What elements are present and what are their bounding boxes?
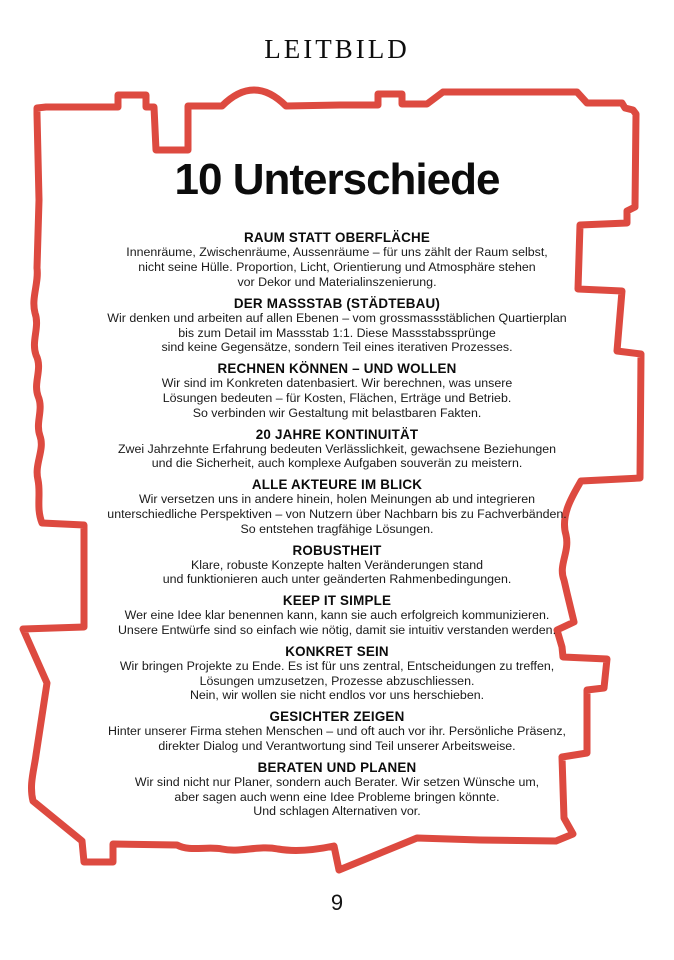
section-title: RAUM STATT OBERFLÄCHE bbox=[244, 230, 430, 246]
section-body-line: und die Sicherheit, auch komplexe Aufgaben souverän zu meistern. bbox=[151, 456, 523, 471]
section-body bbox=[87, 376, 587, 420]
masthead-title: LEITBILD bbox=[264, 34, 410, 64]
leitbild-section bbox=[87, 296, 587, 355]
section-title: KONKRET SEIN bbox=[285, 643, 389, 659]
leitbild-section bbox=[87, 760, 587, 819]
section-title: DER MASSSTAB (STÄDTEBAU) bbox=[233, 295, 441, 311]
leitbild-section bbox=[87, 593, 587, 638]
section-body-line: Lösungen umzusetzen, Prozesse abzuschliessen. bbox=[199, 673, 475, 688]
section-body bbox=[87, 245, 587, 289]
leitbild-section bbox=[87, 230, 587, 289]
section-body bbox=[87, 311, 587, 355]
section-body bbox=[87, 558, 587, 588]
section-body-line: Lösungen bedeuten – für Kosten, Flächen, Erträge und Betrieb. bbox=[162, 390, 512, 405]
section-title: 20 JAHRE KONTINUITÄT bbox=[255, 426, 419, 442]
section-body-line: Wir sind im Konkreten datenbasiert. Wir berechnen, was unsere bbox=[161, 376, 513, 391]
leitbild-section bbox=[87, 427, 587, 472]
section-body-line: aber sagen auch wenn eine Idee Probleme bringen könnte. bbox=[174, 789, 500, 804]
section-body-line: So verbinden wir Gestaltung mit belastbaren Fakten. bbox=[192, 405, 482, 420]
section-body-line: Wir sind nicht nur Planer, sondern auch Berater. Wir setzen Wünsche um, bbox=[134, 774, 540, 789]
section-title: RECHNEN KÖNNEN – UND WOLLEN bbox=[217, 361, 457, 377]
section-title: ALLE AKTEURE IM BLICK bbox=[251, 477, 423, 493]
section-body-line: sind keine Gegensätze, sondern Teil eines iterativen Prozesses. bbox=[161, 340, 513, 355]
leitbild-section bbox=[87, 644, 587, 703]
section-body-line: und funktionieren auch unter geänderten Rahmenbedingungen. bbox=[162, 572, 512, 587]
section-body bbox=[87, 608, 587, 638]
page-number: 9 bbox=[330, 890, 344, 915]
section-body bbox=[87, 724, 587, 754]
section-body-line: unterschiedliche Perspektiven – von Nutzern über Nachbarn bis zu Fachverbänden. bbox=[107, 506, 567, 521]
section-body bbox=[87, 442, 587, 472]
section-body-line: Hinter unserer Firma stehen Menschen – und oft auch vor ihr. Persönliche Präsenz, bbox=[108, 724, 566, 739]
section-body bbox=[87, 775, 587, 819]
section-body-line: Wir denken und arbeiten auf allen Ebenen – vom grossmassstäblichen Quartierplan bbox=[107, 310, 567, 325]
section-body-line: Nein, wir wollen sie nicht endlos vor uns herschieben. bbox=[189, 688, 485, 703]
leitbild-section bbox=[87, 361, 587, 420]
section-body-line: Zwei Jahrzehnte Erfahrung bedeuten Verlässlichkeit, gewachsene Beziehungen bbox=[117, 441, 557, 456]
section-body-line: Wir bringen Projekte zu Ende. Es ist für uns zentral, Entscheidungen zu treffen, bbox=[119, 658, 555, 673]
section-body-line: Unsere Entwürfe sind so einfach wie nötig, damit sie intuitiv verstanden werden. bbox=[117, 622, 557, 637]
section-body-line: Wer eine Idee klar benennen kann, kann sie auch erfolgreich kommunizieren. bbox=[124, 608, 550, 623]
section-body-line: So entstehen tragfähige Lösungen. bbox=[240, 521, 434, 536]
section-body bbox=[87, 492, 587, 536]
section-body-line: direkter Dialog und Verantwortung sind Teil unserer Arbeitsweise. bbox=[158, 738, 516, 753]
section-title: BERATEN UND PLANEN bbox=[257, 759, 417, 775]
page-title: 10 Unterschiede bbox=[174, 155, 500, 204]
leitbild-section bbox=[87, 709, 587, 754]
section-body bbox=[87, 659, 587, 703]
section-body-line: bis zum Detail im Massstab 1:1. Diese Massstabssprünge bbox=[178, 325, 496, 340]
sections bbox=[87, 230, 587, 819]
section-body-line: Klare, robuste Konzepte halten Veränderungen stand bbox=[190, 557, 484, 572]
section-body-line: vor Dekor und Materialinszenierung. bbox=[237, 274, 437, 289]
leitbild-section bbox=[87, 543, 587, 588]
section-body-line: nicht seine Hülle. Proportion, Licht, Orientierung und Atmosphäre stehen bbox=[138, 260, 536, 275]
section-body-line: Wir versetzen uns in andere hinein, holen Meinungen ab und integrieren bbox=[138, 492, 536, 507]
leitbild-section bbox=[87, 477, 587, 536]
section-title: ROBUSTHEIT bbox=[292, 542, 382, 558]
content-column bbox=[87, 156, 587, 825]
section-title: KEEP IT SIMPLE bbox=[282, 593, 392, 609]
section-title: GESICHTER ZEIGEN bbox=[269, 709, 405, 725]
section-body-line: Und schlagen Alternativen vor. bbox=[253, 804, 421, 819]
section-body-line: Innenräume, Zwischenräume, Aussenräume – für uns zählt der Raum selbst, bbox=[126, 245, 548, 260]
